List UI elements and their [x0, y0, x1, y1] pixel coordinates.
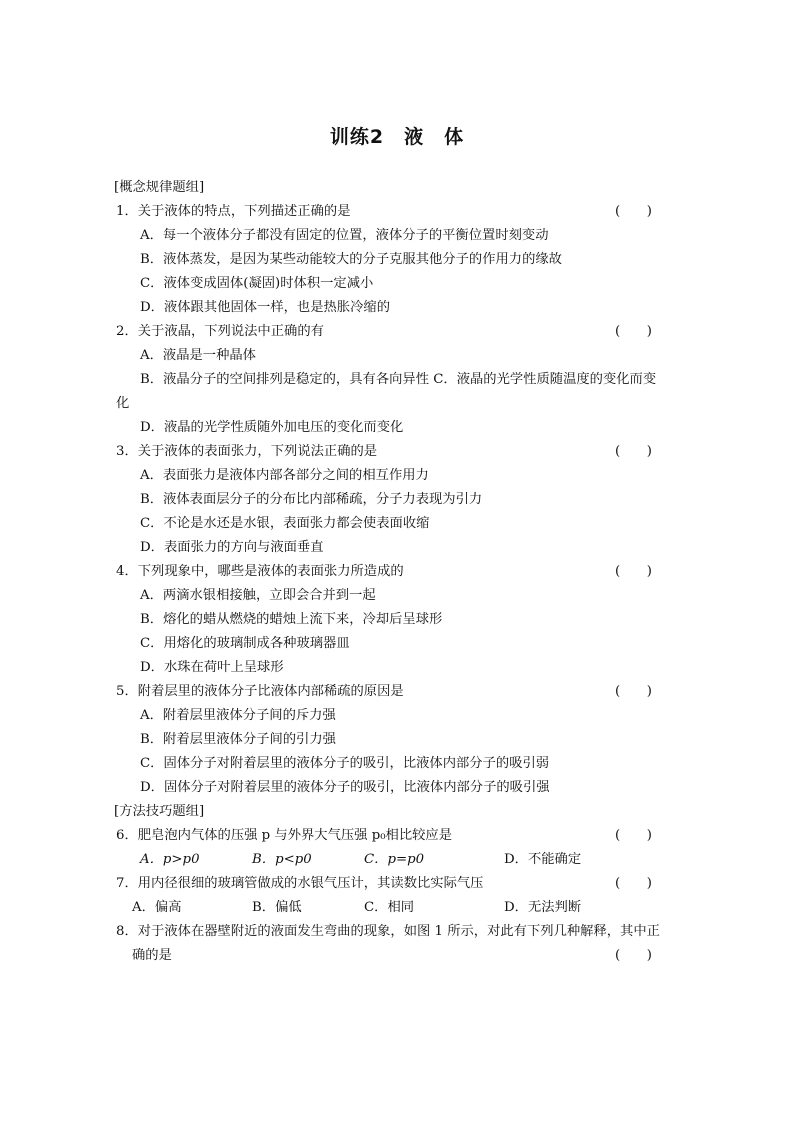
question-2-option-bc-wrap: 化 — [116, 396, 130, 411]
question-1-option-d: D．液体跟其他固体一样，也是热胀冷缩的 — [140, 300, 391, 315]
question-8-stem-wrap: 确的是 — [132, 948, 172, 963]
question-4-option-d: D．水珠在荷叶上呈球形 — [140, 660, 284, 675]
question-1-option-c: C．液体变成固体(凝固)时体积一定减小 — [140, 276, 374, 291]
question-6-option-b: B．p<p0 — [252, 852, 312, 867]
question-7-option-c: C．相同 — [364, 900, 415, 915]
question-3-option-d: D．表面张力的方向与液面垂直 — [140, 540, 324, 555]
question-6-stem: 6．肥皂泡内气体的压强 p 与外界大气压强 p₀相比较应是 — [116, 828, 453, 843]
question-2-stem: 2．关于液晶，下列说法中正确的有 — [116, 324, 324, 339]
question-3-answer-bracket: ( ) — [615, 444, 652, 459]
question-5-stem: 5．附着层里的液体分子比液体内部稀疏的原因是 — [116, 684, 404, 699]
question-3-option-c: C．不论是水还是水银，表面张力都会使表面收缩 — [140, 516, 430, 531]
question-4-option-a: A．两滴水银相接触，立即会合并到一起 — [140, 588, 376, 603]
question-1-answer-bracket: ( ) — [615, 204, 652, 219]
question-7-answer-bracket: ( ) — [615, 876, 652, 891]
question-5-option-a: A．附着层里液体分子间的斥力强 — [140, 708, 336, 723]
question-3-option-a: A．表面张力是液体内部各部分之间的相互作用力 — [140, 468, 429, 483]
question-2-option-bc: B．液晶分子的空间排列是稳定的，具有各向异性 C．液晶的光学性质随温度的变化而变 — [140, 372, 657, 387]
question-4-answer-bracket: ( ) — [615, 564, 652, 579]
question-7-option-a: A．偏高 — [132, 900, 182, 915]
question-7-option-b: B．偏低 — [252, 900, 302, 915]
question-6-option-a: A．p>p0 — [140, 852, 200, 867]
question-6-answer-bracket: ( ) — [615, 828, 652, 843]
question-4-option-b: B．熔化的蜡从燃烧的蜡烛上流下来，冷却后呈球形 — [140, 612, 443, 627]
question-3-option-b: B．液体表面层分子的分布比内部稀疏，分子力表现为引力 — [140, 492, 483, 507]
question-7-stem: 7．用内径很细的玻璃管做成的水银气压计，其读数比实际气压 — [116, 876, 484, 891]
question-5-option-b: B．附着层里液体分子间的引力强 — [140, 732, 336, 747]
question-3-stem: 3．关于液体的表面张力，下列说法正确的是 — [116, 444, 378, 459]
question-5-option-c: C．固体分子对附着层里的液体分子的吸引，比液体内部分子的吸引弱 — [140, 756, 550, 771]
question-8-stem: 8．对于液体在器壁附近的液面发生弯曲的现象，如图 1 所示，对此有下列几种解释，其中正 — [116, 924, 660, 939]
question-6-option-c: C．p=p0 — [364, 852, 425, 867]
question-2-option-a: A．液晶是一种晶体 — [140, 348, 256, 363]
question-5-answer-bracket: ( ) — [615, 684, 652, 699]
section-heading-concepts: [概念规律题组] — [114, 180, 205, 195]
question-5-option-d: D．固体分子对附着层里的液体分子的吸引，比液体内部分子的吸引强 — [140, 780, 550, 795]
section-heading-methods: [方法技巧题组] — [114, 804, 205, 819]
question-6-option-d: D．不能确定 — [504, 852, 582, 867]
question-1-stem: 1．关于液体的特点，下列描述正确的是 — [116, 204, 351, 219]
question-2-option-d: D．液晶的光学性质随外加电压的变化而变化 — [140, 420, 404, 435]
question-7-option-d: D．无法判断 — [504, 900, 582, 915]
question-1-option-a: A．每一个液体分子都没有固定的位置，液体分子的平衡位置时刻变动 — [140, 228, 549, 243]
page-title: 训练2 液 体 — [329, 126, 465, 148]
question-4-option-c: C．用熔化的玻璃制成各种玻璃器皿 — [140, 636, 350, 651]
question-4-stem: 4．下列现象中，哪些是液体的表面张力所造成的 — [116, 564, 404, 579]
question-1-option-b: B．液体蒸发，是因为某些动能较大的分子克服其他分子的作用力的缘故 — [140, 252, 562, 267]
question-8-answer-bracket: ( ) — [615, 948, 652, 963]
question-2-answer-bracket: ( ) — [615, 324, 652, 339]
